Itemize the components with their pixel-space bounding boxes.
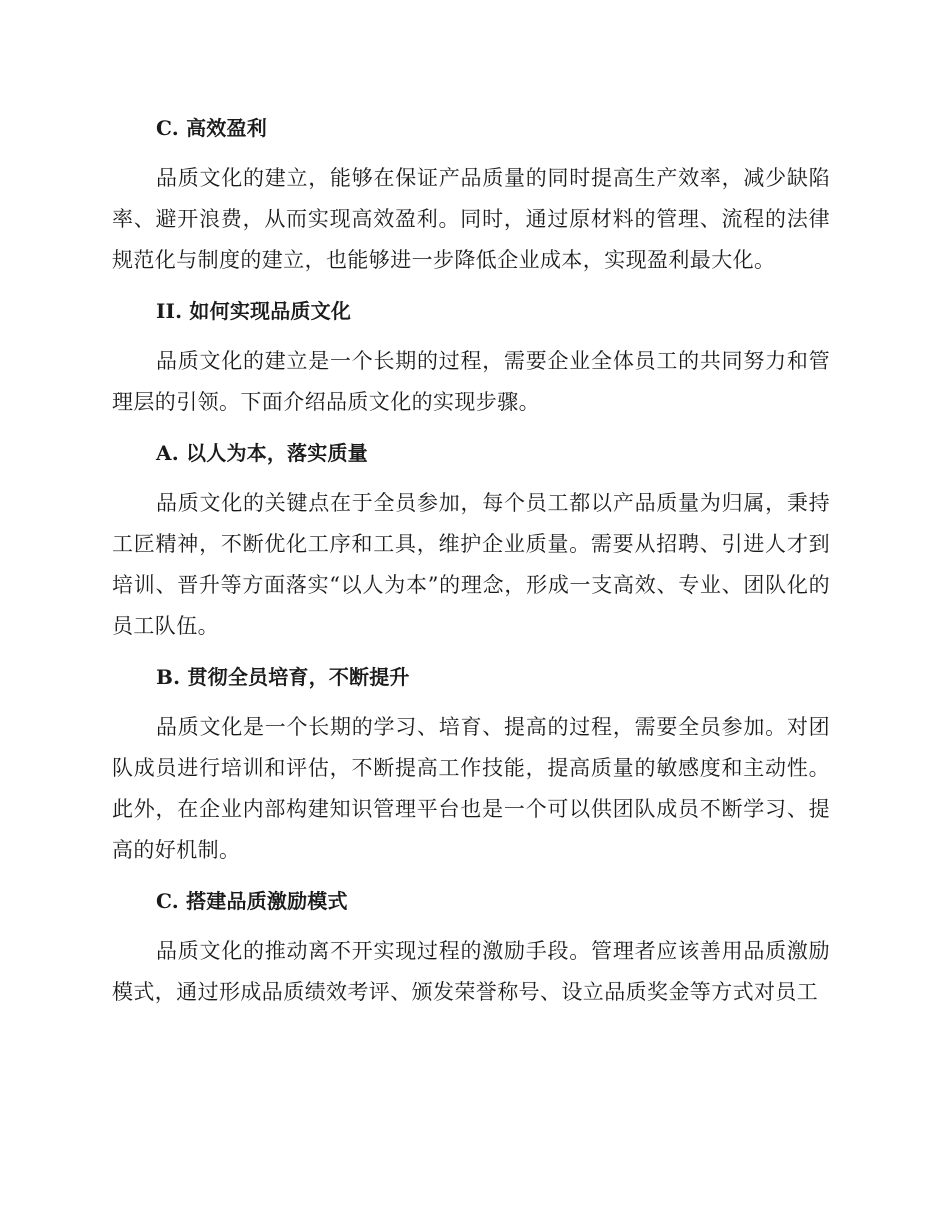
section-paragraph-training: 品质文化是一个长期的学习、培育、提高的过程，需要全员参加。对团队成员进行培训和评估，不断提高工作技能，提高质量的敏感度和主动性。此外，在企业内部构建知识管理平台也是一个可以供团队成员不断学习、提高的好机制。 xyxy=(112,715,830,862)
section-paragraph-incentive: 品质文化的推动离不开实现过程的激励手段。管理者应该善用品质激励模式，通过形成品质绩效考评、颁发荣誉称号、设立品质奖金等方式对员工 xyxy=(112,939,830,1004)
section-paragraph-how-to-achieve: 品质文化的建立是一个长期的过程，需要企业全体员工的共同努力和管理层的引领。下面介绍品质文化的实现步骤。 xyxy=(112,349,830,414)
section-heading-efficient-profit: C. 高效盈利 xyxy=(156,116,267,140)
section-heading-how-to-achieve: II. 如何实现品质文化 xyxy=(156,299,352,323)
section-paragraph-efficient-profit: 品质文化的建立，能够在保证产品质量的同时提高生产效率，减少缺陷率、避开浪费，从而实现高效盈利。同时，通过原材料的管理、流程的法律规范化与制度的建立，也能够进一步降低企业成本，实现盈利最大化。 xyxy=(112,166,830,272)
section-heading-people-oriented: A. 以人为本，落实质量 xyxy=(156,441,368,465)
section-heading-incentive: C. 搭建品质激励模式 xyxy=(156,889,348,913)
section-heading-training: B. 贯彻全员培育，不断提升 xyxy=(156,665,410,689)
section-paragraph-people-oriented: 品质文化的关键点在于全员参加，每个员工都以产品质量为归属，秉持工匠精神，不断优化工序和工具，维护企业质量。需要从招聘、引进人才到培训、晋升等方面落实“以人为本”的理念，形成一支高效、专业、团队化的员工队伍。 xyxy=(112,491,830,638)
document-page xyxy=(112,108,830,1023)
